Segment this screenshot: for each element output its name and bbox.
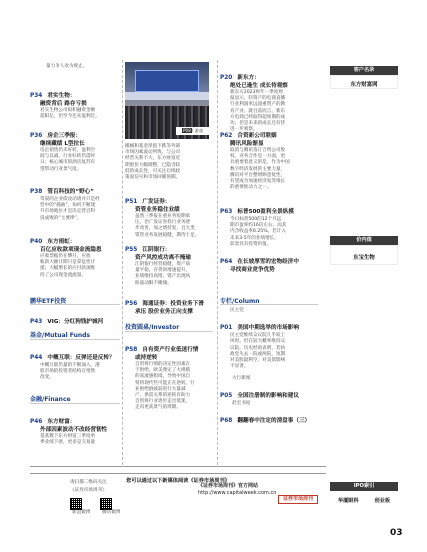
entry-body: 行业利润率远超重资产的教	[230, 102, 286, 108]
entry-subtitle: 寻找商业竞争优势	[230, 267, 275, 273]
customer-list-label: 客户名录	[330, 66, 398, 75]
entry-body: 技成败的“主要律”。	[40, 215, 82, 221]
entry-body: 江阴银行经营稳健，资产质	[135, 262, 191, 267]
section-investor: 投资圆桌/Investor	[125, 324, 180, 331]
left-entry-p38	[30, 178, 122, 222]
ipo-item: 华厦眼科	[337, 498, 359, 504]
entry-body: 不显著。	[230, 364, 249, 370]
page-ref: P63	[220, 209, 233, 215]
entry-body: 权，业务合作是一方面，更	[230, 154, 286, 160]
section-divider	[125, 331, 213, 332]
footer-left-line4: 腾讯微博	[102, 510, 121, 515]
entry-body: 功，但是未来的成长还有待	[230, 121, 286, 127]
entry-body: 超阳亿，但至今还未盈利过。	[40, 114, 100, 120]
middle-entry-p51	[125, 188, 215, 239]
entry-body: 提；大幅增长的应付款项维	[40, 266, 96, 272]
photo-caption-tag: P08	[183, 128, 191, 133]
intro-line: 低的成长性，可关注后续政	[125, 168, 181, 174]
page-ref: P51	[125, 199, 138, 205]
qr-code-tencent	[100, 498, 112, 510]
entry-body: 险波动限不掩瑜。	[135, 280, 172, 286]
ipo-item: 创业板	[374, 498, 391, 504]
footer-right-url[interactable]: http://www.capitalweek.com.cn	[198, 490, 277, 496]
third-entry-p01	[220, 308, 320, 370]
page-ref: P55	[125, 247, 138, 253]
intro-line: 策面信号和市场回暖预期。	[125, 175, 181, 181]
left-entry-p40	[30, 228, 122, 279]
value-section-label: 价内值	[330, 236, 398, 245]
entry-body: 前景具有投资价值。	[230, 241, 272, 247]
entry-body: 营中的“插曲”，如何不断迷	[40, 203, 96, 209]
section-divider	[30, 339, 120, 340]
section-divider	[30, 403, 120, 404]
entry-body: 业绩维持高增。资产出现风	[135, 274, 191, 280]
entry-title: 中概互联：反弹还是反转？	[47, 355, 115, 361]
entry-body: 腾讯对平台整增顾意复性，	[230, 172, 286, 178]
entry-subtitle: 绝处已逢生 成长待观察	[230, 83, 288, 89]
section-fund: 基金/Mutual Funds	[30, 332, 90, 339]
entry-body: 资管业务发展稳健，期待十足。	[135, 232, 200, 238]
page-ref: P36	[30, 133, 43, 139]
page-ref: P62	[220, 133, 233, 139]
entry-subtitle: 融资背后 路存亏损	[40, 101, 87, 107]
entry-subtitle: 腾讯风险渐显	[230, 141, 264, 147]
entry-body: 升市场地位才是决定营百科	[40, 209, 96, 215]
entry-title: 翻翻春中注定的清盘事（三）	[237, 418, 311, 425]
footer-right-line1: 《证券市场周刊》官方网站	[198, 483, 259, 489]
middle-entry-p55	[125, 236, 215, 287]
third-entry-p62	[220, 122, 320, 191]
value-section-name: 东宝生物	[353, 255, 375, 261]
entry-title: 东方财富：	[47, 419, 76, 425]
entry-title: 海通证券：投资业务下滑	[142, 301, 204, 307]
entry-body: 政党失去一院或两院，短期	[230, 351, 286, 357]
entry-body: 步改善，加之增持复，且大类	[135, 226, 195, 232]
entry-subtitle: 外部因素波动不改经营韧性	[40, 427, 108, 433]
entry-title: 在长坡厚雪的宏物经济中	[237, 259, 299, 265]
entry-body: 风时。但在较大概率维持众	[230, 339, 286, 345]
entry-title: 新东方：	[237, 75, 260, 81]
entry-body: 有望成为加速经济复苏推长	[230, 179, 286, 185]
entry-subtitle: 百亿应收款项现金流隐患	[40, 247, 102, 253]
left-entry-p43	[30, 308, 122, 327]
entry-body: 自贸将行业逐步走出低迷，	[135, 399, 191, 405]
entry-subtitle: 或持逆转	[135, 355, 158, 361]
entry-body: 产。供需关系的逆转有助力	[135, 393, 191, 399]
page-ref: P64	[220, 259, 233, 265]
entry-body: 议院。历史经验表明，若执	[230, 345, 286, 351]
photo-caption-text: / 游戏	[191, 128, 203, 133]
left-entry-p34	[30, 82, 122, 120]
left-entry-p36	[30, 122, 122, 173]
entry-body: 间与以减，行业好转仍需时	[40, 154, 96, 160]
entry-body: 自贸将行情的决定性因素在	[135, 362, 191, 367]
middle-entry-p58	[125, 336, 215, 412]
qr-code-weibo	[70, 498, 82, 510]
page-ref: P01	[220, 325, 233, 332]
page-ref: P56	[125, 301, 138, 307]
page-ref: P40	[30, 239, 43, 245]
column-author: 民主党	[230, 308, 244, 313]
entry-body: 压，但广发证券投行业务逐	[135, 220, 191, 226]
entry-body: 方电商已经取得超预期的成	[230, 114, 286, 120]
page-ref: P38	[30, 189, 43, 195]
customer-list-name: 东方财富网	[350, 82, 378, 88]
section-divider	[220, 304, 318, 305]
page-ref: P46	[30, 419, 43, 425]
entry-body: 贸将现代些可能正在逆转。行	[135, 380, 195, 386]
entry-body: 于供给。欧美尊定了大规模	[135, 368, 191, 374]
ipo-index-label: IPO索引	[330, 482, 398, 491]
entry-title: 管百科技的“野心”	[47, 189, 94, 195]
entry-body: 改变。	[40, 375, 54, 381]
tail-label: 大行新闻	[232, 376, 251, 381]
entry-body: 走向更高景气的周期。	[135, 405, 181, 411]
page-ref: P58	[125, 347, 138, 353]
entry-title: 广发证券：	[142, 199, 171, 205]
entry-body: 中概互联仍量的不断涌入，港	[40, 363, 100, 368]
entry-body: 数字经济发展的主要力量，	[230, 166, 286, 172]
column-divider	[217, 60, 218, 465]
page-ref: P68	[220, 418, 233, 425]
entry-body: 量平稳，存贷款增速提升，	[135, 268, 191, 274]
page-ref: P43	[30, 319, 43, 325]
left-entry-p44	[30, 344, 122, 382]
third-entry-p63	[220, 198, 320, 248]
entry-body: 今日标普500的12个月远	[230, 217, 282, 222]
entry-body: 的高流感指境，导致中国自	[135, 374, 191, 380]
entry-body: 取消与腾讯签订合资公司股	[230, 148, 286, 153]
entry-title: 全国注册制的影响和建议	[237, 393, 299, 400]
column-divider	[122, 60, 123, 465]
page-ref: P34	[30, 93, 43, 99]
photo-stage-floor	[125, 92, 209, 100]
third-entry-p64	[220, 248, 320, 274]
entry-title: 标普500盈利全景纵摸	[237, 209, 294, 215]
entry-title: 自有资产行业低迷行情	[142, 347, 199, 353]
entry-body: 虽然三季报在重业务短期承	[135, 214, 191, 219]
entry-body: 进一步观察。	[230, 127, 258, 133]
entry-body: 新东方2023财年一季度财	[230, 90, 284, 95]
entry-body: 君实生物公司拟积融资金额	[40, 108, 96, 113]
entry-title: 江阴银行：	[142, 247, 171, 253]
entry-body: 账款大额计期只是拿征性计	[40, 260, 96, 266]
magazine-seal-logo: 证券市场周刊	[278, 495, 318, 504]
entry-body: 内含收益率6.25%。若计入	[230, 229, 286, 235]
page-ref: P44	[30, 355, 43, 361]
entry-body: 育产业。就目前而言，新东	[230, 108, 286, 114]
entry-title: 美国中期选举的市场影响	[237, 325, 299, 332]
photo-stage-screen	[135, 70, 199, 92]
entry-subtitle: 资产风控成功离不掩瑜	[135, 255, 191, 261]
middle-intro	[125, 144, 211, 181]
entry-body: 应收票据仍在攀升，应收	[40, 254, 91, 259]
page-ref: P05	[220, 393, 233, 400]
entry-title: 东方雨虹：	[47, 239, 76, 245]
footer-left-line3: 新浪微博	[72, 510, 91, 515]
entry-body: 望带动行业景气度。	[40, 166, 82, 172]
section-finance: 金融/Finance	[30, 396, 71, 403]
left-top-text: 量力争人欢为规止。	[46, 64, 88, 69]
third-tail	[220, 376, 320, 426]
entry-body: 的重要推动力之一。	[230, 185, 272, 191]
entry-title: 房企三季报：	[47, 133, 81, 139]
intro-line: 市场因素波动所致，与公司	[125, 150, 181, 156]
entry-body: 日；核心城市的酒店复苏有	[40, 160, 96, 166]
left-entry-p46	[30, 408, 122, 446]
entry-body: 未来3-5年的业绩增长，	[230, 235, 279, 241]
entry-title: 合资新公司联姻	[237, 133, 277, 139]
entry-subtitle: 资管业务稳住业绩	[135, 207, 180, 213]
photo-caption	[176, 127, 209, 135]
entry-body: 股市场的投资者结构在悄然	[40, 369, 96, 375]
section-etf: 鹏华ETF投资	[30, 298, 67, 305]
entry-body: 对美股最利空，对美债影响	[230, 358, 286, 364]
entry-title: 君实生物：	[47, 93, 76, 99]
intro-line: 经营关系不大。东方财富近	[125, 156, 181, 162]
entry-body: 业供给链疲弱进行大量减	[135, 386, 186, 392]
entry-body: 基基数下东方财富三季度单	[40, 434, 96, 439]
entry-body: 民主党维续众议院几乎较上	[230, 333, 286, 339]
page-number: 03	[390, 528, 403, 538]
entry-subtitle: 承压 股价业务正向支撑	[135, 309, 193, 315]
intro-line: 搬桶和基金净值下跌等外部	[125, 144, 181, 149]
entry-body: 期市盈率约16倍左右，而其	[230, 223, 287, 229]
entry-body: 房企销售仍未好转，盈利空	[40, 148, 96, 153]
section-column: 专栏/Column	[220, 298, 260, 305]
ipo-index-items	[330, 497, 398, 504]
footer-left-line1: 请扫描二维码关注	[70, 480, 107, 485]
intro-line: 期股价大幅调整，已隐含较	[125, 162, 181, 168]
entry-body: 季业绩下滑，更多是交易量	[40, 440, 96, 446]
entry-subtitle: 继续藏绩 L型拉长	[40, 141, 85, 147]
entry-body: 持了公司现金流流量。	[40, 272, 86, 278]
entry-body: 报显示，轻资产的电商直播	[230, 96, 286, 102]
footer-banner-text: 您可以通过以下新媒体阅读《证券市场周刊》	[126, 478, 230, 484]
entry-body: 驾驭的企业债攻动诸并只是经	[40, 197, 100, 202]
page-ref: P20	[220, 75, 233, 81]
tail-label: 赵宏书屋	[232, 401, 251, 407]
entry-title: VIG：分红狗钱护城河	[47, 319, 104, 325]
section-divider	[30, 304, 120, 305]
entry-body: 具重要着意义的是，作为中国	[230, 160, 290, 166]
middle-entry-p56	[125, 290, 215, 316]
footer-left-line2: 《证券市场周刊》	[70, 488, 107, 493]
